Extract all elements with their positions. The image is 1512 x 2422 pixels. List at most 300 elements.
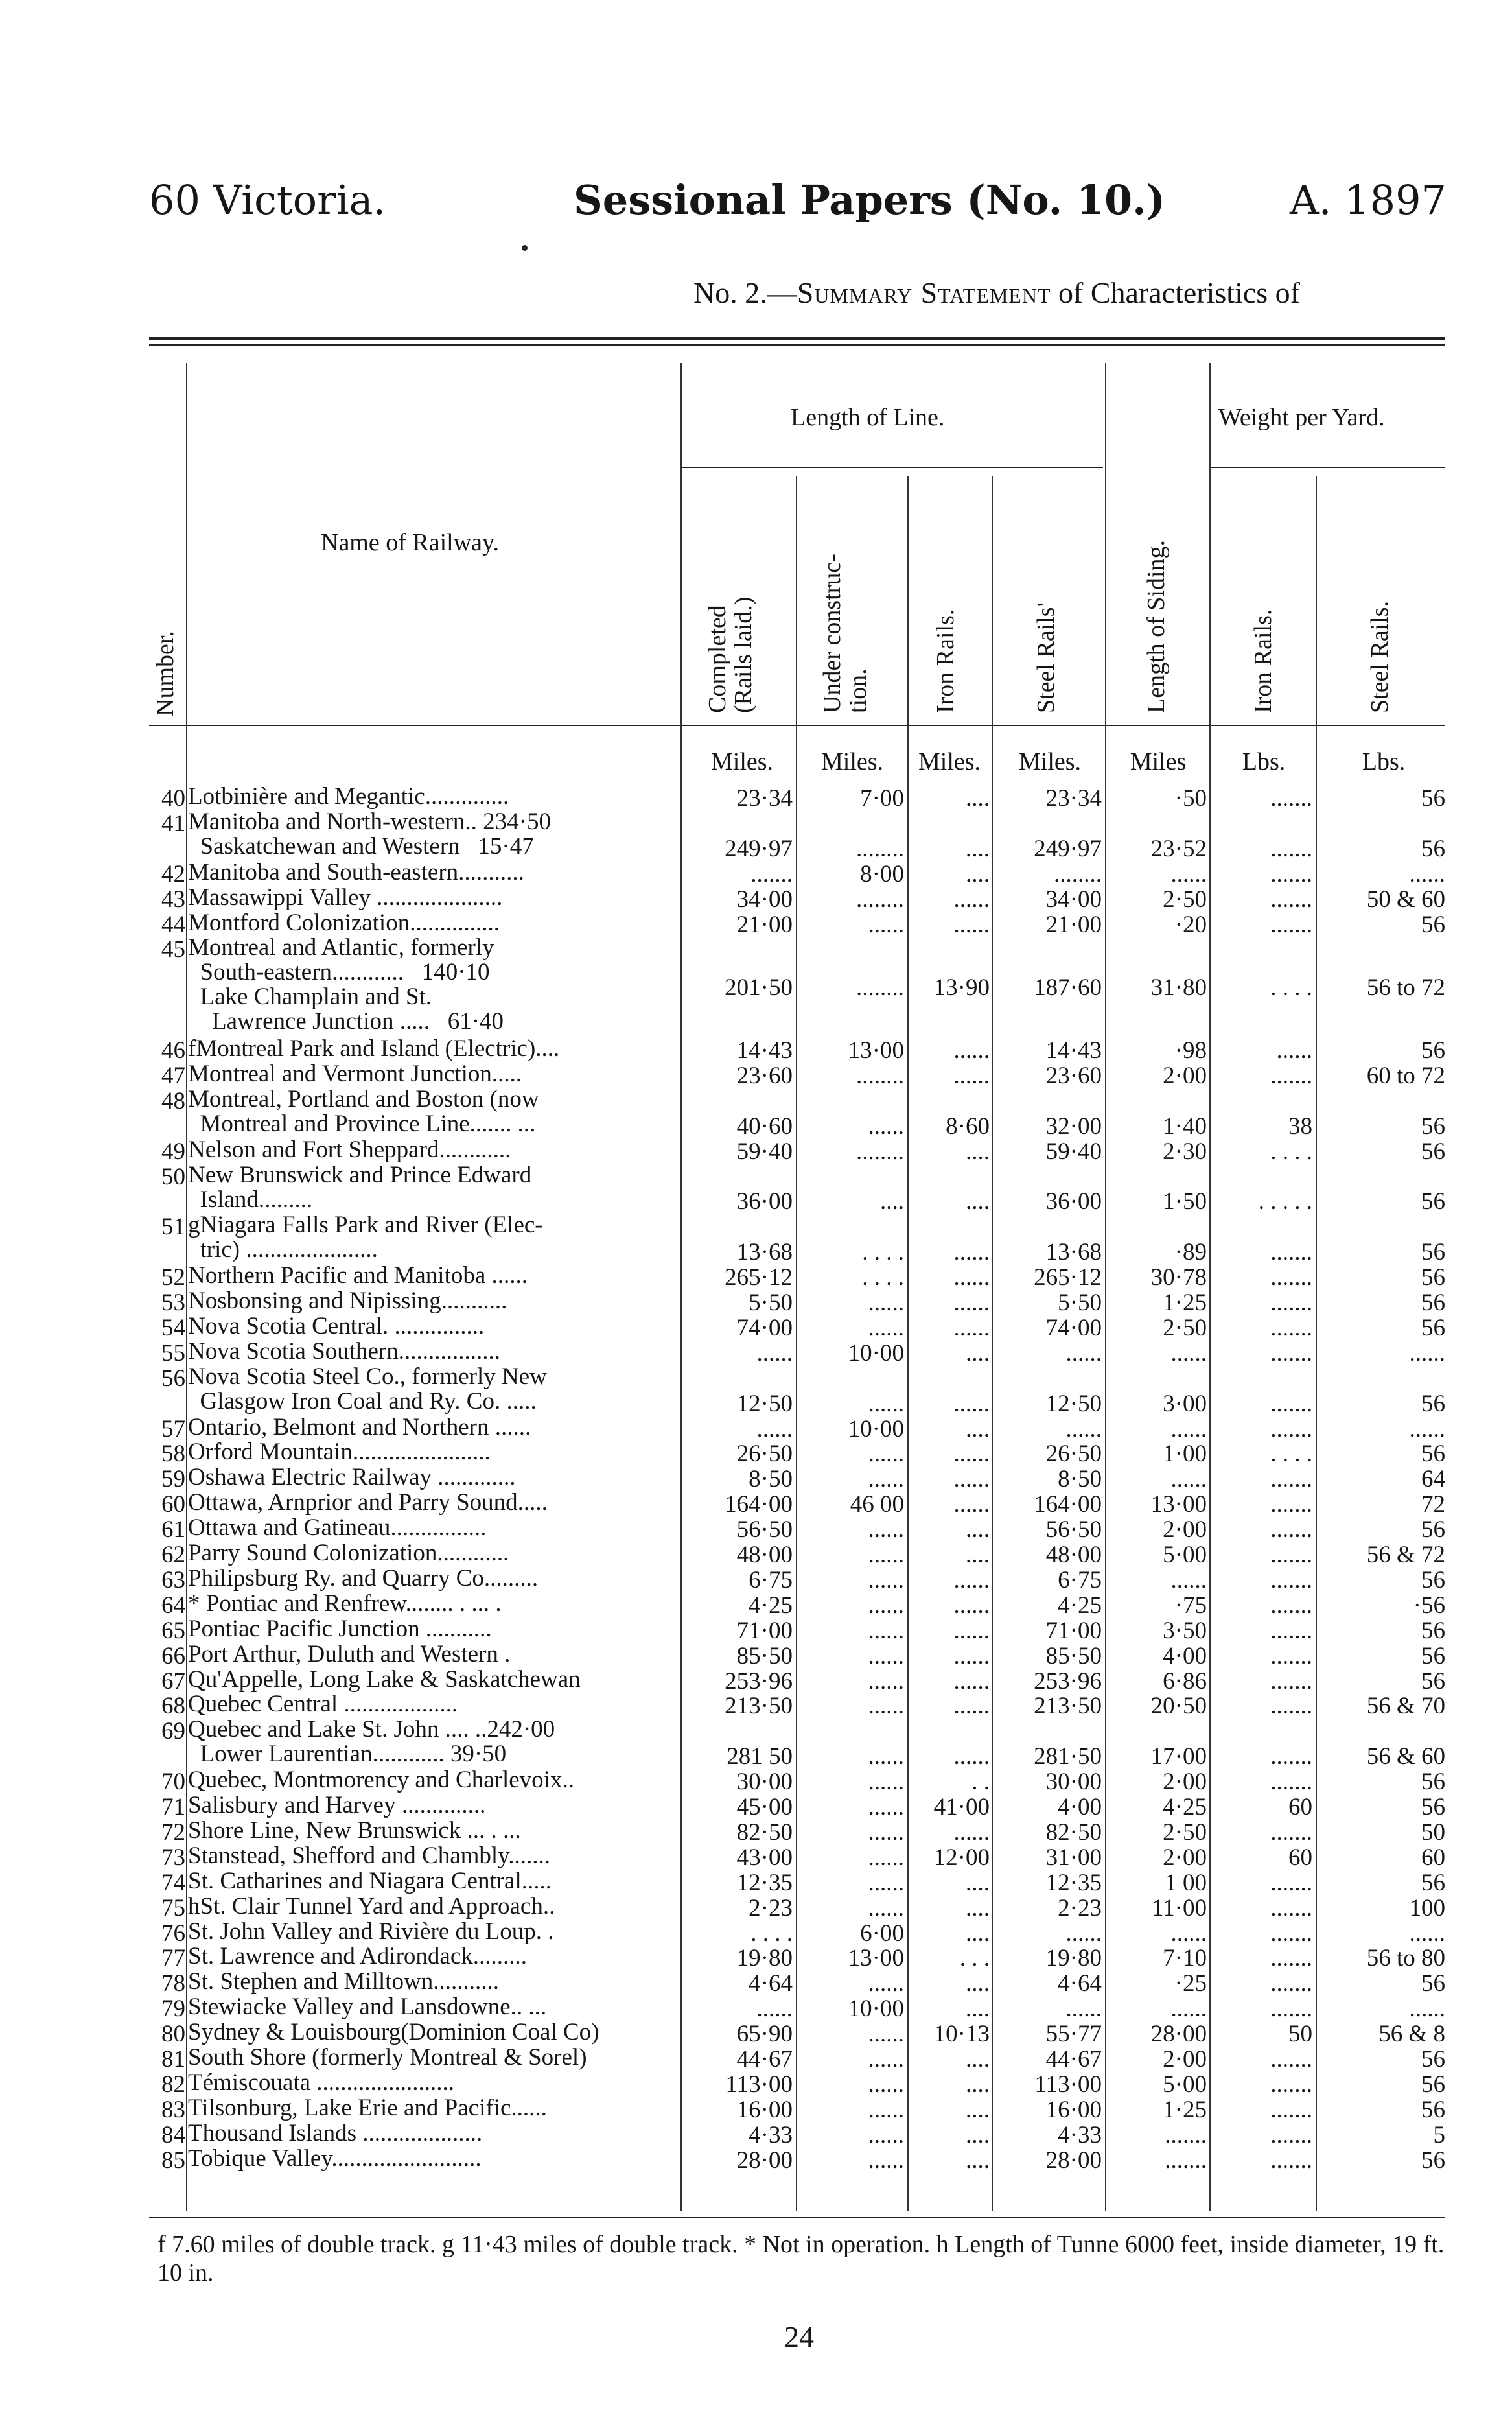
- header-left: 60 Victoria.: [149, 176, 386, 224]
- row-number: 81: [161, 2046, 185, 2073]
- steel-rail-weight: 56: [1421, 835, 1445, 862]
- under-construction-miles: ......: [868, 1440, 904, 1468]
- siding-length: ......: [1170, 1339, 1207, 1367]
- railway-name: Pontiac Pacific Junction ...........: [188, 1615, 492, 1642]
- completed-miles: 43·00: [736, 1844, 793, 1871]
- iron-rails-miles: ....: [966, 1920, 990, 1947]
- steel-rails-miles: 281·50: [1034, 1743, 1102, 1770]
- row-number: 66: [161, 1642, 185, 1669]
- footer-rule: [149, 2217, 1445, 2218]
- iron-rail-weight: .......: [1270, 785, 1312, 812]
- row-number: 85: [161, 2146, 185, 2174]
- under-construction-miles: ......: [868, 1970, 904, 1997]
- siding-length: 3·50: [1163, 1617, 1207, 1644]
- steel-rails-miles: 36·00: [1045, 1188, 1102, 1216]
- steel-rails-miles: 249·97: [1034, 835, 1102, 862]
- steel-rails-miles: 12·50: [1045, 1390, 1102, 1417]
- steel-rail-weight: 5: [1433, 2121, 1445, 2148]
- steel-rail-weight: 100: [1409, 1894, 1445, 1922]
- row-number: 42: [161, 860, 185, 888]
- row-number: 47: [161, 1062, 185, 1089]
- completed-miles: 253·96: [725, 1667, 793, 1695]
- row-number: 68: [161, 1693, 185, 1720]
- iron-rail-weight: .......: [1270, 1289, 1312, 1316]
- siding-length: .......: [1165, 2121, 1207, 2148]
- table-row: [0, 1617, 1512, 1642]
- iron-rail-weight: .......: [1270, 1314, 1312, 1341]
- steel-rails-miles: 265·12: [1034, 1264, 1102, 1291]
- iron-rail-weight: .......: [1270, 835, 1312, 862]
- row-number: 64: [161, 1592, 185, 1619]
- iron-rails-miles: 12·00: [933, 1844, 990, 1871]
- steel-rail-weight: 56: [1421, 1794, 1445, 1820]
- iron-rails-miles: ......: [953, 1491, 990, 1518]
- iron-rails-miles: . .: [971, 1769, 990, 1796]
- table-row: [0, 1289, 1512, 1314]
- completed-miles: 281 50: [727, 1743, 793, 1770]
- row-number: 72: [161, 1818, 185, 1846]
- row-number: 78: [161, 1970, 185, 1997]
- railway-name: Ontario, Belmont and Northern ......: [188, 1413, 531, 1440]
- steel-rails-miles: 55·77: [1045, 2021, 1102, 2048]
- iron-rails-miles: ......: [953, 1264, 990, 1291]
- row-number: 43: [161, 886, 185, 913]
- siding-length: 17·00: [1150, 1743, 1207, 1770]
- iron-rail-weight: .......: [1270, 1339, 1312, 1367]
- steel-rail-weight: 56: [1421, 1239, 1445, 1266]
- railway-name: Montreal and Vermont Junction.....: [188, 1060, 522, 1087]
- railway-name: Tobique Valley.........................: [188, 2145, 482, 2172]
- siding-length: 20·50: [1150, 1693, 1207, 1720]
- col-header-completed: Completed (Rails laid.): [704, 596, 757, 713]
- completed-miles: 21·00: [736, 911, 793, 938]
- unit-under: Miles.: [820, 748, 884, 775]
- unit-iron: Miles.: [918, 748, 981, 775]
- row-number: 65: [161, 1617, 185, 1644]
- top-rule: [149, 337, 1445, 340]
- siding-length: 23·52: [1150, 835, 1207, 862]
- siding-length: 4·00: [1163, 1642, 1207, 1669]
- under-construction-miles: ......: [868, 2046, 904, 2073]
- table-row: [0, 1415, 1512, 1440]
- steel-rail-weight: 56 & 8: [1378, 2021, 1445, 2048]
- siding-length: 1·00: [1163, 1440, 1207, 1468]
- completed-miles: 249·97: [725, 835, 793, 862]
- iron-rail-weight: .......: [1270, 1894, 1312, 1922]
- completed-miles: 12·50: [736, 1390, 793, 1417]
- steel-rails-miles: 74·00: [1045, 1314, 1102, 1341]
- iron-rails-miles: ....: [966, 1339, 990, 1367]
- steel-rails-miles: ......: [1065, 1415, 1102, 1442]
- iron-rail-weight: .......: [1270, 1390, 1312, 1417]
- railway-name: Northern Pacific and Manitoba ......: [188, 1262, 528, 1289]
- iron-rail-weight: .......: [1270, 1667, 1312, 1695]
- steel-rail-weight: 56: [1421, 1037, 1445, 1064]
- railway-name: Manitoba and North-western.. 234·50 Saskatchewan and Western 15·47: [188, 808, 552, 860]
- table-row: [0, 1869, 1512, 1894]
- row-number: 82: [161, 2071, 185, 2098]
- under-construction-miles: ......: [868, 1112, 904, 1140]
- steel-rail-weight: 56: [1421, 1516, 1445, 1544]
- iron-rails-miles: ....: [966, 2046, 990, 2073]
- iron-rails-miles: 13·90: [933, 974, 990, 1001]
- under-construction-miles: 10·00: [848, 1995, 904, 2023]
- steel-rail-weight: 50 & 60: [1366, 886, 1445, 913]
- col-header-siding: Length of Siding.: [1143, 539, 1170, 713]
- under-construction-miles: ........: [856, 974, 904, 1001]
- table-row: [0, 1339, 1512, 1365]
- iron-rails-miles: ......: [953, 1693, 990, 1720]
- railway-name: Montreal, Portland and Boston (now Montreal and Province Line....... ...: [188, 1085, 539, 1137]
- row-number: 46: [161, 1037, 185, 1064]
- railway-name: Port Arthur, Duluth and Western .: [188, 1640, 511, 1667]
- steel-rail-weight: 56: [1421, 1566, 1445, 1593]
- railway-name: Quebec, Montmorency and Charlevoix..: [188, 1767, 574, 1794]
- siding-length: 30·78: [1150, 1264, 1207, 1291]
- iron-rail-weight: .......: [1270, 2071, 1312, 2098]
- railway-name: New Brunswick and Prince Edward Island.........: [188, 1161, 532, 1213]
- row-number: 40: [161, 785, 185, 812]
- col-header-w-iron: Iron Rails.: [1250, 609, 1277, 713]
- siding-length: 2·50: [1163, 886, 1207, 913]
- siding-length: ......: [1170, 1995, 1207, 2023]
- table-row: [0, 1993, 1512, 2023]
- iron-rails-miles: ......: [953, 1617, 990, 1644]
- iron-rail-weight: .......: [1270, 860, 1312, 888]
- railway-name: gNiagara Falls Park and River (Elec- tric) ......................: [188, 1212, 543, 1264]
- iron-rail-weight: .......: [1270, 1642, 1312, 1669]
- table-row: [0, 1767, 1512, 1796]
- iron-rail-weight: ......: [1276, 1037, 1312, 1064]
- iron-rail-weight: .......: [1270, 1769, 1312, 1796]
- completed-miles: 4·25: [749, 1592, 793, 1619]
- under-construction-miles: ......: [868, 2146, 904, 2174]
- table-row: [0, 1163, 1512, 1214]
- iron-rails-miles: ....: [966, 1516, 990, 1544]
- unit-w-iron: Lbs.: [1242, 748, 1286, 775]
- completed-miles: . . . .: [750, 1920, 793, 1947]
- row-number: 54: [161, 1314, 185, 1341]
- iron-rails-miles: ......: [953, 1239, 990, 1266]
- under-construction-miles: ......: [868, 911, 904, 938]
- steel-rail-weight: 56: [1421, 1314, 1445, 1341]
- table-row: [0, 1541, 1512, 1566]
- siding-length: 1·40: [1163, 1112, 1207, 1140]
- row-number: 58: [161, 1440, 185, 1468]
- completed-miles: 201·50: [725, 974, 793, 1001]
- railway-name: Parry Sound Colonization............: [188, 1540, 509, 1566]
- iron-rails-miles: ....: [966, 2121, 990, 2148]
- completed-miles: 4·64: [749, 1970, 793, 1997]
- table-row: [0, 2146, 1512, 2172]
- iron-rails-miles: ......: [953, 1440, 990, 1468]
- iron-rail-weight: .......: [1270, 1062, 1312, 1089]
- under-construction-miles: . . . .: [862, 1239, 904, 1266]
- row-number: 84: [161, 2121, 185, 2148]
- iron-rails-miles: ......: [953, 1314, 990, 1341]
- iron-rails-miles: ....: [966, 1188, 990, 1216]
- steel-rails-miles: ......: [1065, 1995, 1102, 2023]
- completed-miles: 23·60: [736, 1062, 793, 1089]
- siding-length: 2·00: [1163, 1516, 1207, 1544]
- siding-length: 2·30: [1163, 1138, 1207, 1165]
- steel-rails-miles: 32·00: [1045, 1112, 1102, 1140]
- iron-rail-weight: .......: [1270, 2046, 1312, 2073]
- steel-rails-miles: 56·50: [1045, 1516, 1102, 1544]
- siding-length: 4·25: [1163, 1794, 1207, 1820]
- col-header-length-group: Length of Line.: [791, 404, 945, 431]
- table-row: [0, 1717, 1512, 1768]
- completed-miles: 4·33: [749, 2121, 793, 2148]
- under-construction-miles: ......: [868, 1617, 904, 1644]
- completed-miles: 5·50: [749, 1289, 793, 1316]
- iron-rail-weight: . . . .: [1270, 1440, 1312, 1468]
- steel-rails-miles: 23·60: [1045, 1062, 1102, 1089]
- under-construction-miles: ......: [868, 1289, 904, 1316]
- completed-miles: 65·90: [736, 2021, 793, 2048]
- completed-miles: 164·00: [725, 1491, 793, 1518]
- steel-rail-weight: ......: [1409, 1920, 1445, 1947]
- footnote: f 7.60 miles of double track. g 11·43 miles of double track. * Not in operation. h Length of Tunne 6000 feet, inside diameter, 19 ft. 10 in.: [157, 2231, 1445, 2287]
- ink-dot: [522, 245, 528, 251]
- under-construction-miles: 7·00: [860, 785, 904, 812]
- iron-rails-miles: ......: [953, 1818, 990, 1846]
- iron-rails-miles: ......: [953, 886, 990, 913]
- under-construction-miles: ......: [868, 1794, 904, 1820]
- completed-miles: 44·67: [736, 2046, 793, 2073]
- steel-rail-weight: 56: [1421, 1769, 1445, 1796]
- siding-length: 2·00: [1163, 1769, 1207, 1796]
- row-number: 49: [161, 1138, 185, 1165]
- steel-rail-weight: ......: [1409, 1415, 1445, 1442]
- iron-rails-miles: ......: [953, 1037, 990, 1064]
- table-row: [0, 1365, 1512, 1415]
- subtitle-suffix: of Characteristics of: [1051, 276, 1300, 309]
- iron-rails-miles: ......: [953, 1642, 990, 1669]
- table-row: [0, 1943, 1512, 1972]
- table-row: [0, 1793, 1512, 1818]
- row-number: 67: [161, 1667, 185, 1695]
- iron-rail-weight: 38: [1288, 1112, 1312, 1140]
- iron-rails-miles: ....: [966, 1138, 990, 1165]
- completed-miles: 6·75: [749, 1566, 793, 1593]
- steel-rails-miles: 30·00: [1045, 1769, 1102, 1796]
- steel-rails-miles: 12·35: [1045, 1869, 1102, 1896]
- railway-name: Nova Scotia Steel Co., formerly New Glasgow Iron Coal and Ry. Co. .....: [188, 1363, 547, 1415]
- steel-rails-miles: 28·00: [1045, 2146, 1102, 2174]
- iron-rail-weight: .......: [1270, 1970, 1312, 1997]
- under-construction-miles: ......: [868, 2071, 904, 2098]
- under-construction-miles: 8·00: [860, 860, 904, 888]
- steel-rails-miles: 164·00: [1034, 1491, 1102, 1518]
- row-number: 60: [161, 1491, 185, 1518]
- row-number: 59: [161, 1466, 185, 1493]
- table-row: [0, 1037, 1512, 1062]
- steel-rail-weight: ·56: [1413, 1592, 1445, 1619]
- subtitle-prefix: No. 2.—: [693, 276, 797, 309]
- steel-rails-miles: 14·43: [1045, 1037, 1102, 1064]
- row-number: 51: [161, 1214, 185, 1241]
- row-number: 41: [161, 810, 185, 837]
- iron-rail-weight: .......: [1270, 1743, 1312, 1770]
- steel-rails-miles: 85·50: [1045, 1642, 1102, 1669]
- steel-rails-miles: 48·00: [1045, 1542, 1102, 1568]
- completed-miles: 113·00: [725, 2071, 793, 2098]
- steel-rails-miles: 213·50: [1034, 1693, 1102, 1720]
- table-subtitle: [693, 276, 1300, 310]
- steel-rails-miles: 253·96: [1034, 1667, 1102, 1695]
- steel-rail-weight: 56: [1421, 1188, 1445, 1216]
- railway-name: Massawippi Valley .....................: [188, 884, 503, 911]
- table-body: [0, 784, 1512, 2211]
- railway-name: St. John Valley and Rivière du Loup. .: [188, 1918, 554, 1945]
- unit-w-steel: Lbs.: [1362, 748, 1406, 775]
- iron-rail-weight: .......: [1270, 2121, 1312, 2148]
- iron-rails-miles: ....: [966, 2146, 990, 2174]
- completed-miles: 71·00: [736, 1617, 793, 1644]
- iron-rails-miles: ....: [966, 1542, 990, 1568]
- unit-siding: Miles: [1130, 748, 1187, 775]
- table-row: [0, 1264, 1512, 1289]
- col-header-steel: Steel Rails': [1032, 602, 1060, 713]
- completed-miles: 8·50: [749, 1466, 793, 1493]
- iron-rails-miles: ....: [966, 835, 990, 862]
- iron-rails-miles: ....: [966, 785, 990, 812]
- page-number: 24: [784, 2320, 814, 2353]
- steel-rail-weight: 56: [1421, 1138, 1445, 1165]
- completed-miles: 45·00: [736, 1794, 793, 1820]
- iron-rails-miles: 41·00: [933, 1794, 990, 1820]
- iron-rail-weight: .......: [1270, 1592, 1312, 1619]
- completed-miles: 14·43: [736, 1037, 793, 1064]
- siding-length: 28·00: [1150, 2021, 1207, 2048]
- completed-miles: 12·35: [736, 1869, 793, 1896]
- railway-name: Quebec Central ...................: [188, 1691, 458, 1718]
- row-number: 76: [161, 1920, 185, 1947]
- under-construction-miles: . . . .: [862, 1264, 904, 1291]
- row-number: 63: [161, 1566, 185, 1593]
- iron-rails-miles: ......: [953, 1390, 990, 1417]
- under-construction-miles: ......: [868, 1818, 904, 1846]
- siding-length: ......: [1170, 1920, 1207, 1947]
- completed-miles: 34·00: [736, 886, 793, 913]
- header-title: Sessional Papers (No. 10.): [574, 176, 1166, 224]
- iron-rail-weight: .......: [1270, 1920, 1312, 1947]
- iron-rails-miles: ......: [953, 1289, 990, 1316]
- completed-miles: 23·34: [736, 785, 793, 812]
- table-row: [0, 935, 1512, 1037]
- completed-miles: 82·50: [736, 1818, 793, 1846]
- table-row: [0, 1592, 1512, 1617]
- under-construction-miles: ......: [868, 1844, 904, 1871]
- row-number: 80: [161, 2021, 185, 2048]
- steel-rails-miles: 187·60: [1034, 974, 1102, 1001]
- railway-name: Montreal and Atlantic, formerly South-eastern............ 140·10 Lake Champlain and St. Lawrence Junction ..... 61·40: [188, 934, 504, 1035]
- railway-name: Montford Colonization...............: [188, 909, 500, 936]
- under-construction-miles: ......: [868, 2021, 904, 2048]
- table-row: [0, 1691, 1512, 1720]
- table-row: [0, 1920, 1512, 1945]
- iron-rail-weight: . . . . .: [1258, 1188, 1312, 1216]
- steel-rails-miles: 4·25: [1058, 1592, 1102, 1619]
- railway-name: Thousand Islands ....................: [188, 2119, 483, 2146]
- length-group-rule: [680, 467, 1103, 468]
- siding-length: 3·00: [1163, 1390, 1207, 1417]
- col-header-iron: Iron Rails.: [932, 609, 959, 713]
- siding-length: 2·50: [1163, 1818, 1207, 1846]
- table-row: [0, 1439, 1512, 1468]
- under-construction-miles: ......: [868, 1894, 904, 1922]
- completed-miles: 56·50: [736, 1516, 793, 1544]
- iron-rail-weight: .......: [1270, 1693, 1312, 1720]
- iron-rails-miles: ....: [966, 860, 990, 888]
- col-header-weight-group: Weight per Yard.: [1218, 404, 1385, 431]
- steel-rail-weight: 56: [1421, 2046, 1445, 2073]
- table-row: [0, 2071, 1512, 2096]
- steel-rail-weight: 56 & 72: [1366, 1542, 1445, 1568]
- under-construction-miles: 46 00: [850, 1491, 904, 1518]
- table-row: [0, 911, 1512, 936]
- iron-rail-weight: .......: [1270, 1542, 1312, 1568]
- railway-name: Salisbury and Harvey ..............: [188, 1792, 486, 1818]
- under-construction-miles: ........: [856, 1062, 904, 1089]
- row-number: 69: [161, 1718, 185, 1745]
- iron-rails-miles: ....: [966, 1869, 990, 1896]
- top-rule-thin: [149, 344, 1445, 346]
- steel-rail-weight: 56: [1421, 1869, 1445, 1896]
- iron-rails-miles: 10·13: [933, 2021, 990, 2048]
- steel-rails-miles: 31·00: [1045, 1844, 1102, 1871]
- siding-length: ·50: [1174, 785, 1207, 812]
- iron-rail-weight: .......: [1270, 886, 1312, 913]
- iron-rail-weight: .......: [1270, 1415, 1312, 1442]
- steel-rail-weight: 56: [1421, 1642, 1445, 1669]
- steel-rail-weight: 56: [1421, 2096, 1445, 2123]
- table-row: [0, 860, 1512, 886]
- under-construction-miles: ......: [868, 1516, 904, 1544]
- siding-length: 2·50: [1163, 1314, 1207, 1341]
- steel-rail-weight: ......: [1409, 1339, 1445, 1367]
- iron-rail-weight: 60: [1288, 1794, 1312, 1820]
- siding-length: 2·00: [1163, 1062, 1207, 1089]
- railway-name: Qu'Appelle, Long Lake & Saskatchewan: [188, 1665, 581, 1693]
- railway-name: Sydney & Louisbourg(Dominion Coal Co): [188, 2019, 599, 2046]
- steel-rails-miles: 21·00: [1045, 911, 1102, 938]
- completed-miles: 59·40: [736, 1138, 793, 1165]
- under-construction-miles: ......: [868, 1869, 904, 1896]
- iron-rails-miles: ......: [953, 1592, 990, 1619]
- steel-rails-miles: 6·75: [1058, 1566, 1102, 1593]
- steel-rail-weight: ......: [1409, 1995, 1445, 2023]
- railway-name: Stanstead, Shefford and Chambly.......: [188, 1842, 551, 1869]
- steel-rail-weight: 56: [1421, 1970, 1445, 1997]
- under-construction-miles: 6·00: [860, 1920, 904, 1947]
- steel-rails-miles: 23·34: [1045, 785, 1102, 812]
- under-construction-miles: ........: [856, 1138, 904, 1165]
- siding-length: 1·25: [1163, 1289, 1207, 1316]
- railway-name: Quebec and Lake St. John .... ..242·00 Lower Laurentian............ 39·50: [188, 1716, 555, 1768]
- railway-name: Témiscouata .......................: [188, 2069, 455, 2096]
- iron-rail-weight: .......: [1270, 1945, 1312, 1972]
- steel-rail-weight: 64: [1421, 1466, 1445, 1493]
- siding-length: ·89: [1174, 1239, 1207, 1266]
- steel-rail-weight: ......: [1409, 860, 1445, 888]
- under-construction-miles: ......: [868, 1466, 904, 1493]
- iron-rails-miles: ....: [966, 1970, 990, 1997]
- siding-length: 2·00: [1163, 2046, 1207, 2073]
- steel-rail-weight: 56: [1421, 1390, 1445, 1417]
- completed-miles: 2·23: [749, 1894, 793, 1922]
